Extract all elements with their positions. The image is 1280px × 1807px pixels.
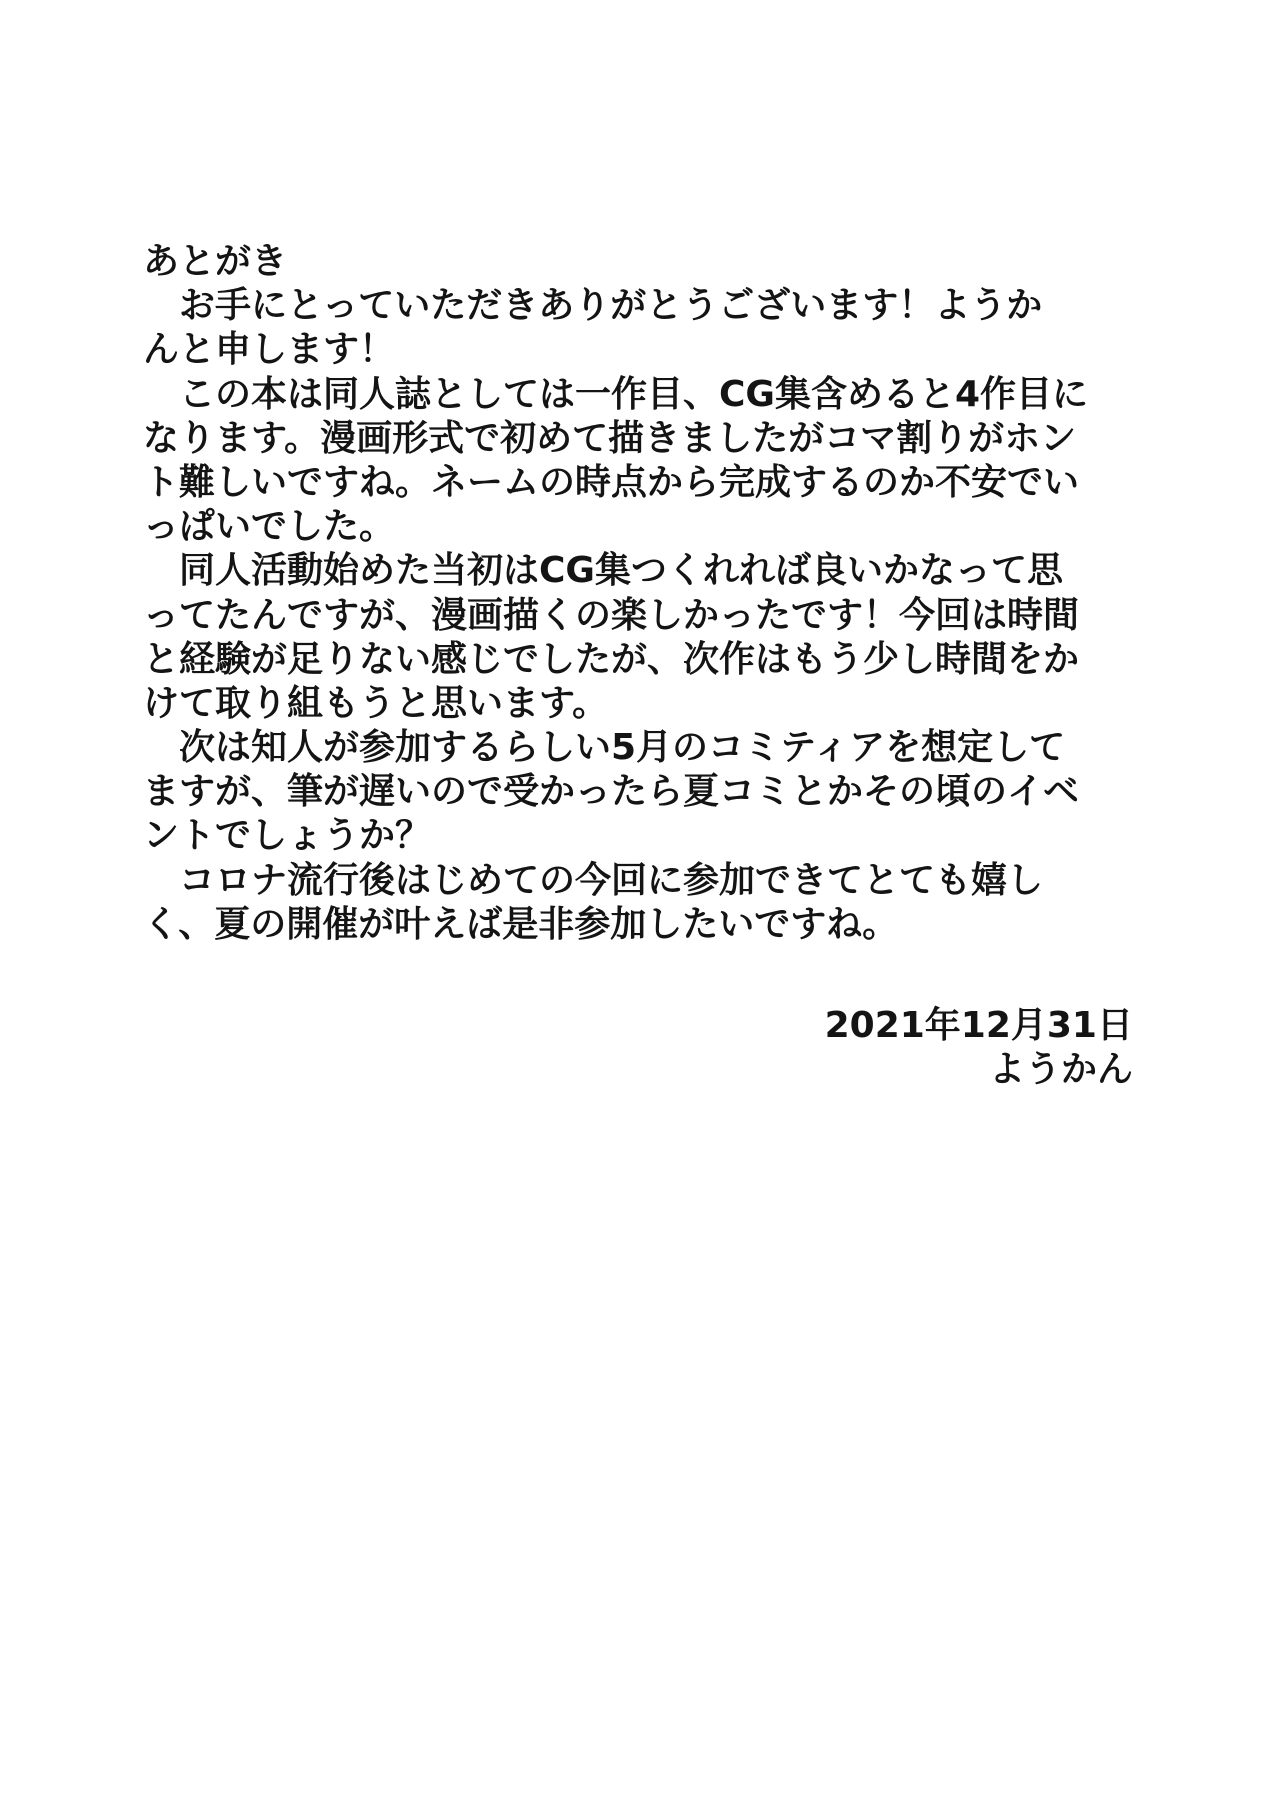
text-line: んと申します！ [143,329,396,371]
text-line: ントでしょうか？ [143,815,432,857]
text-line: っぱいでした。 [143,506,396,548]
text-line: く、夏の開催が叶えば是非参加したいですね。 [143,903,899,945]
text-line: なります。漫画形式で初めて描きましたがコマ割りがホン [143,417,1077,459]
afterword-body [143,240,1133,947]
text-line: 同人活動始めた当初はCG集つくれれば良いかなって思 [143,550,1063,592]
text-line: と経験が足りない感じでしたが、次作はもう少し時間をか [143,638,1080,680]
text-line: ってたんですが、漫画描くの楽しかったです！今回は時間 [143,594,1080,636]
text-line: ますが、筆が遅いので受かったら夏コミとかその頃のイベ [143,771,1080,813]
text-line: 次は知人が参加するらしい5月のコミティアを想定して [143,727,1066,769]
text-line: この本は同人誌としては一作目、CG集含めると4作目に [143,373,1089,415]
signature-author: ようかん [988,1049,1133,1090]
signature-block [825,1004,1133,1092]
text-line: けて取り組もうと思います。 [143,682,609,724]
afterword-heading: あとがき [143,241,288,282]
text-line: お手にとっていただきありがとうございます！ようか [143,285,1043,327]
text-line: ト難しいですね。ネームの時点から完成するのか不安でい [143,461,1080,503]
text-line: コロナ流行後はじめての今回に参加できてとても嬉し [143,859,1044,901]
signature-date: 2021年12月31日 [824,1005,1133,1046]
